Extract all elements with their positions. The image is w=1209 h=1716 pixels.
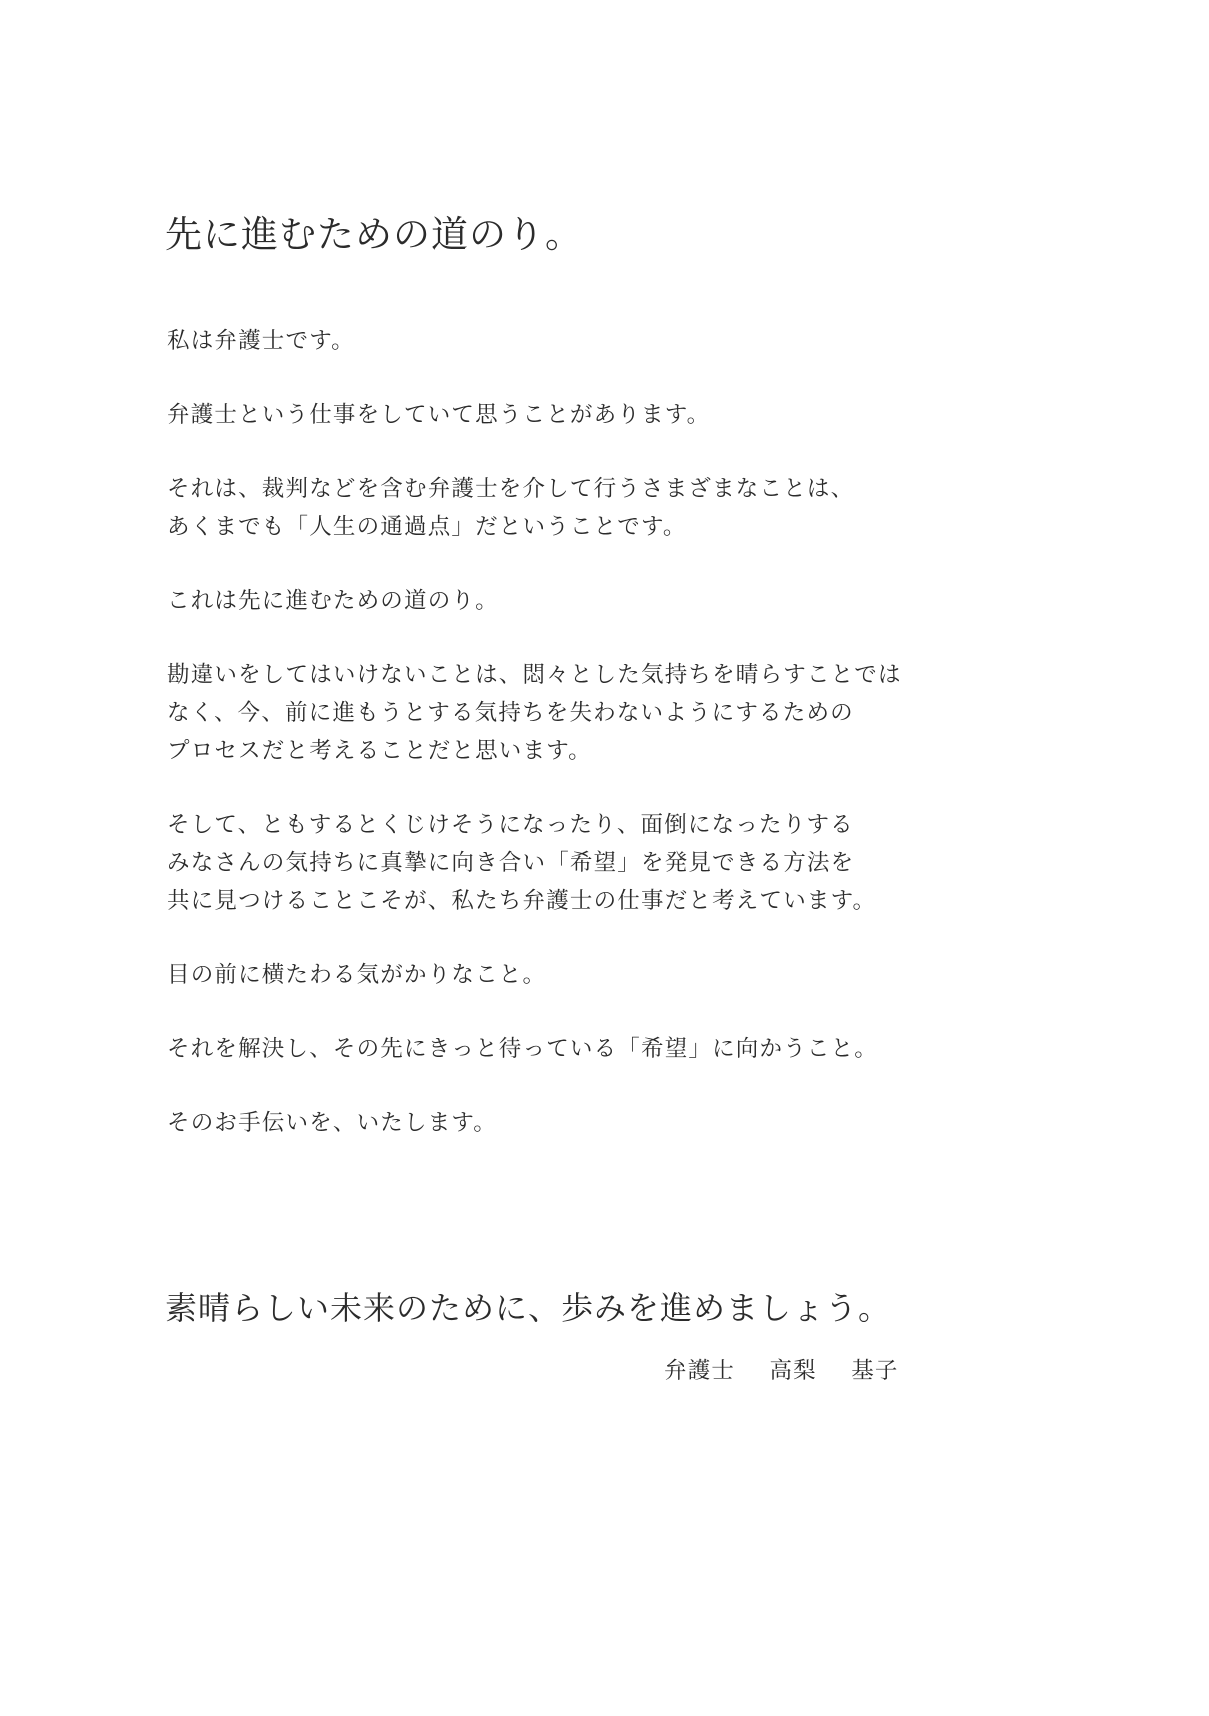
- paragraph-line: 目の前に横たわる気がかりなこと。: [167, 962, 547, 988]
- paragraph: [167, 1104, 1047, 1142]
- paragraph: [167, 470, 1047, 546]
- paragraph-line: 勘違いをしてはいけないことは、悶々とした気持ちを晴らすことでは: [167, 662, 902, 688]
- paragraph-line: なく、今、前に進もうとする気持ちを失わないようにするための: [167, 700, 854, 726]
- paragraph: [167, 956, 1047, 994]
- paragraph-line: そして、ともするとくじけそうになったり、面倒になったりする: [167, 812, 854, 838]
- signature-surname: 高梨: [769, 1358, 817, 1384]
- paragraph: [167, 582, 1047, 620]
- paragraph-line: そのお手伝いを、いたします。: [167, 1110, 498, 1136]
- paragraph-line: これは先に進むための道のり。: [167, 588, 499, 614]
- paragraph-line: 私は弁護士です。: [167, 328, 355, 354]
- paragraph-line: 共に見つけることこそが、私たち弁護士の仕事だと考えています。: [167, 888, 877, 914]
- paragraph: [167, 806, 1047, 920]
- signature: [664, 1354, 899, 1388]
- signature-given-name: 基子: [851, 1358, 899, 1384]
- signature-role: 弁護士: [664, 1358, 736, 1384]
- paragraph-line: 弁護士という仕事をしていて思うことがあります。: [167, 402, 711, 428]
- paragraph-line: みなさんの気持ちに真摯に向き合い「希望」を発見できる方法を: [167, 850, 855, 876]
- paragraph: [167, 1030, 1047, 1068]
- paragraph-line: プロセスだと考えることだと思います。: [167, 738, 592, 764]
- paragraph-line: あくまでも「人生の通過点」だということです。: [167, 514, 687, 540]
- paragraph-line: それを解決し、その先にきっと待っている「希望」に向かうこと。: [167, 1036, 879, 1062]
- paragraph: [167, 396, 1047, 434]
- paragraph-line: それは、裁判などを含む弁護士を介して行うさまざまなことは、: [167, 476, 855, 502]
- letter-body: [167, 322, 1047, 1178]
- paragraph: [167, 656, 1047, 770]
- page-title: 先に進むための道のり。: [165, 213, 583, 256]
- closing-message: 素晴らしい未来のために、歩みを進めましょう。: [165, 1289, 892, 1327]
- paragraph: [167, 322, 1047, 360]
